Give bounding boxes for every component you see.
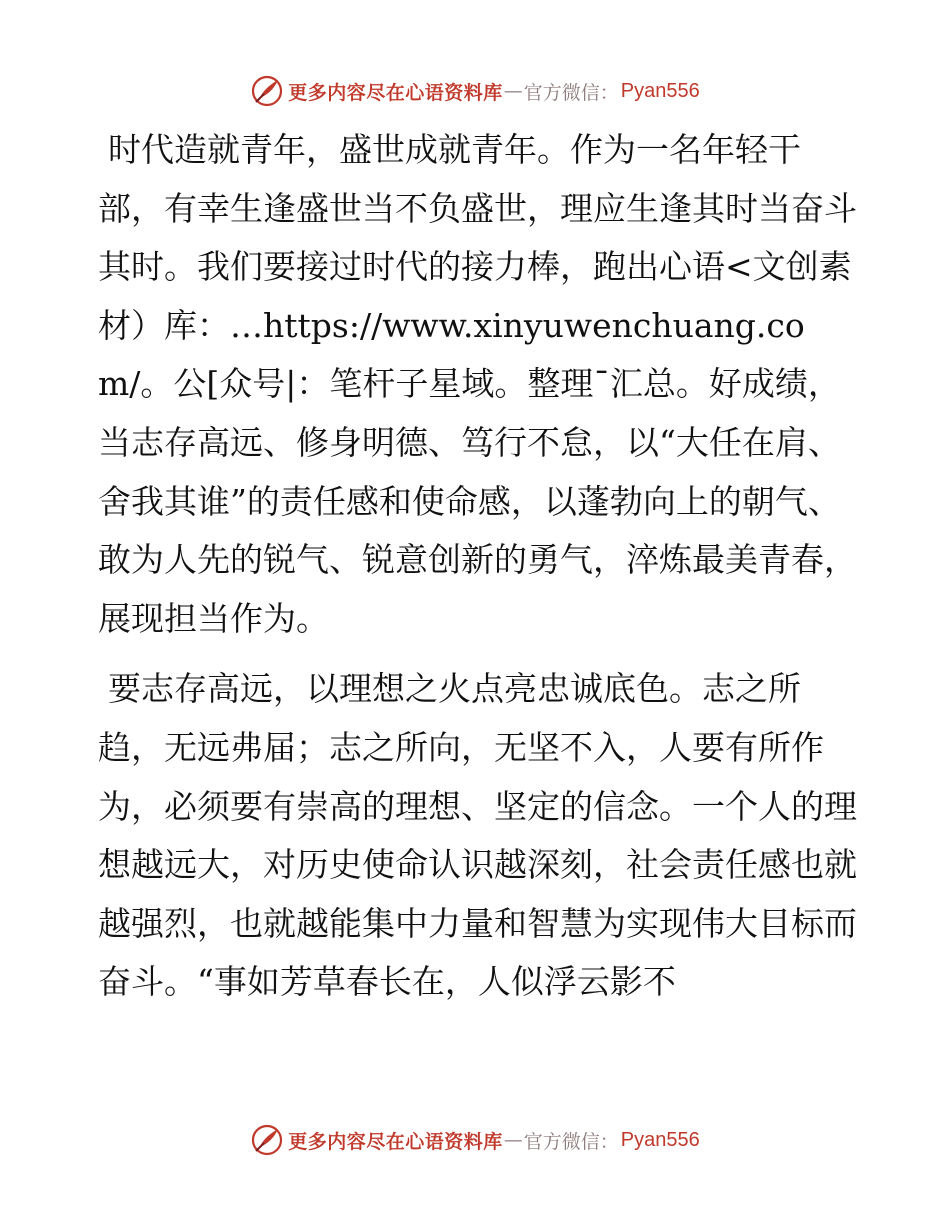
banner-wechat-label: 官方微信： <box>523 81 619 104</box>
banner-wechat-id: Pyan556 <box>620 1128 700 1151</box>
banner-wechat-label: 官方微信： <box>523 1130 619 1153</box>
banner-brand-text: 更多内容尽在心语资料库 <box>288 1130 503 1153</box>
document-body <box>98 121 858 1012</box>
feather-pen-logo-icon <box>250 1123 284 1157</box>
footer-banner <box>0 1120 950 1160</box>
banner-separator: — <box>503 1129 523 1151</box>
banner-wechat-id: Pyan556 <box>620 79 700 102</box>
feather-pen-logo-icon <box>250 74 284 108</box>
paragraph-text: 要志存高远，以理想之火点亮忠诚底色。志之所趋，无远弗届；志之所向，无坚不入，人要有所作为，必须要有崇高的理想、坚定的信念。一个人的理想越远大，对历史使命认识越深刻，社会责任感也就越强烈，也就越能集中力量和智慧为实现伟大目标而奋斗。“事如芳草春长在，人似浮云影不 <box>98 669 857 1002</box>
header-banner <box>0 71 950 111</box>
paragraph <box>98 121 858 648</box>
paragraph <box>98 660 858 1012</box>
banner-separator: — <box>503 80 523 102</box>
paragraph-text: 时代造就青年，盛世成就青年。作为一名年轻干部，有幸生逢盛世当不负盛世，理应生逢其时当奋斗其时。我们要接过时代的接力棒，跑出心语<文创素材）库：…https://www.xinyuwenchuang.com/。公[众号|：笔杆子星域。整理¯汇总。好成绩，当志存高远、修身明德、笃行不怠，以“大任在肩、舍我其谁”的责任感和使命感，以蓬勃向上的朝气、敢为人先的锐气、锐意创新的勇气，淬炼最美青春，展现担当作为。 <box>98 130 857 638</box>
banner-brand-text: 更多内容尽在心语资料库 <box>288 81 503 104</box>
